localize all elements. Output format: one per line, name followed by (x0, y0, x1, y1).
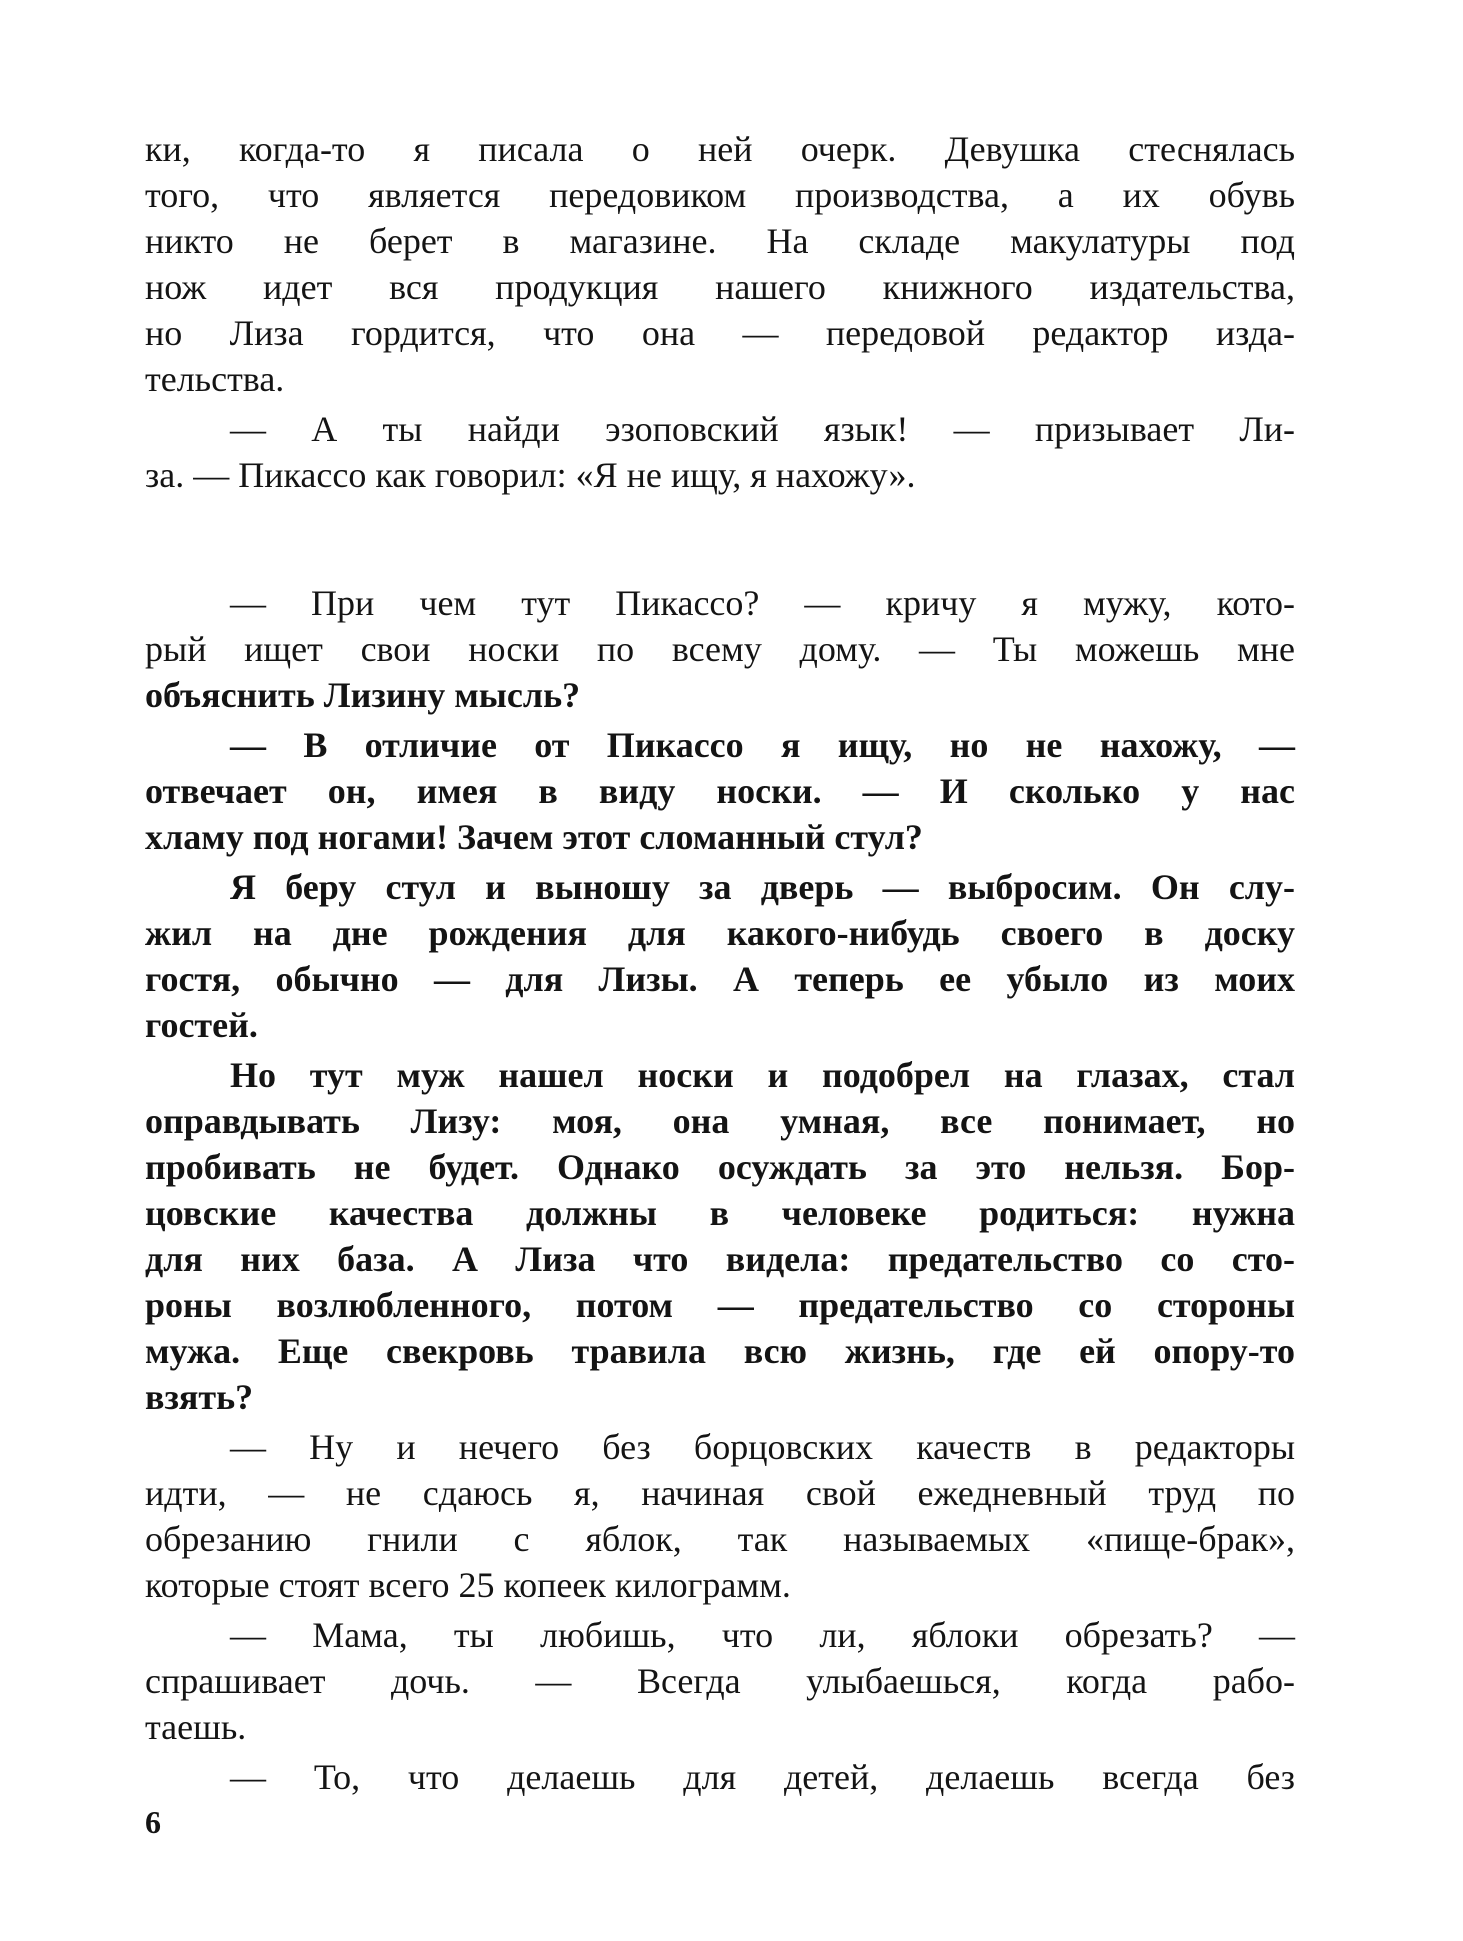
text-line: спрашивает дочь. — Всегда улыбаешься, когда рабо- (145, 1661, 1295, 1701)
text-line: которые стоят всего 25 копеек килограмм. (145, 1565, 791, 1605)
text-line: ки, когда-то я писала о ней очерк. Девушка стеснялась (145, 129, 1295, 169)
text-line: роны возлюбленного, потом — предательство со стороны (145, 1285, 1295, 1325)
text-line: тельства. (145, 359, 285, 399)
text-line: гостя, обычно — для Лизы. А теперь ее убыло из моих (145, 959, 1295, 999)
text-line: цовские качества должны в человеке родиться: нужна (145, 1193, 1295, 1233)
text-line: но Лиза гордится, что она — передовой редактор изда- (145, 313, 1295, 353)
text-line: — В отличие от Пикассо я ищу, но не нахожу, — (230, 725, 1295, 765)
text-line: — При чем тут Пикассо? — кричу я мужу, кото- (230, 583, 1295, 623)
text-line: взять? (145, 1377, 254, 1417)
text-line: гостей. (145, 1005, 258, 1045)
text-line: обрезанию гнили с яблок, так называемых «пище-брак», (145, 1519, 1295, 1559)
text-line: никто не берет в магазине. На складе макулатуры под (145, 221, 1295, 261)
text-line: того, что является передовиком производства, а их обувь (145, 175, 1295, 215)
text-line: — А ты найди эзоповский язык! — призывает Ли- (230, 409, 1295, 449)
text-line: для них база. А Лиза что видела: предательство со сто- (145, 1239, 1295, 1279)
text-line: таешь. (145, 1707, 247, 1747)
text-line: объяснить Лизину мысль? (145, 675, 581, 715)
text-line: за. — Пикассо как говорил: «Я не ищу, я нахожу». (145, 455, 916, 495)
text-line: отвечает он, имея в виду носки. — И сколько у нас (145, 771, 1295, 811)
text-line: пробивать не будет. Однако осуждать за это нельзя. Бор- (145, 1147, 1295, 1187)
text-line: жил на дне рождения для какого-нибудь своего в доску (145, 913, 1295, 953)
text-line: Я беру стул и выношу за дверь — выбросим. Он слу- (230, 867, 1295, 907)
text-line: хламу под ногами! Зачем этот сломанный стул? (145, 817, 923, 857)
text-line: нож идет вся продукция нашего книжного издательства, (145, 267, 1295, 307)
text-line: рый ищет свои носки по всему дому. — Ты можешь мне (145, 629, 1295, 669)
page-number: 6 (145, 1804, 161, 1840)
text-line: оправдывать Лизу: моя, она умная, все понимает, но (145, 1101, 1295, 1141)
text-line: — Мама, ты любишь, что ли, яблоки обрезать? — (230, 1615, 1295, 1655)
text-line: идти, — не сдаюсь я, начиная свой ежедневный труд по (145, 1473, 1295, 1513)
text-line: — То, что делаешь для детей, делаешь всегда без (230, 1757, 1295, 1797)
text-line: Но тут муж нашел носки и подобрел на глазах, стал (230, 1055, 1295, 1095)
text-line: — Ну и нечего без борцовских качеств в редакторы (230, 1427, 1295, 1467)
text-line: мужа. Еще свекровь травила всю жизнь, где ей опору-то (145, 1331, 1295, 1371)
